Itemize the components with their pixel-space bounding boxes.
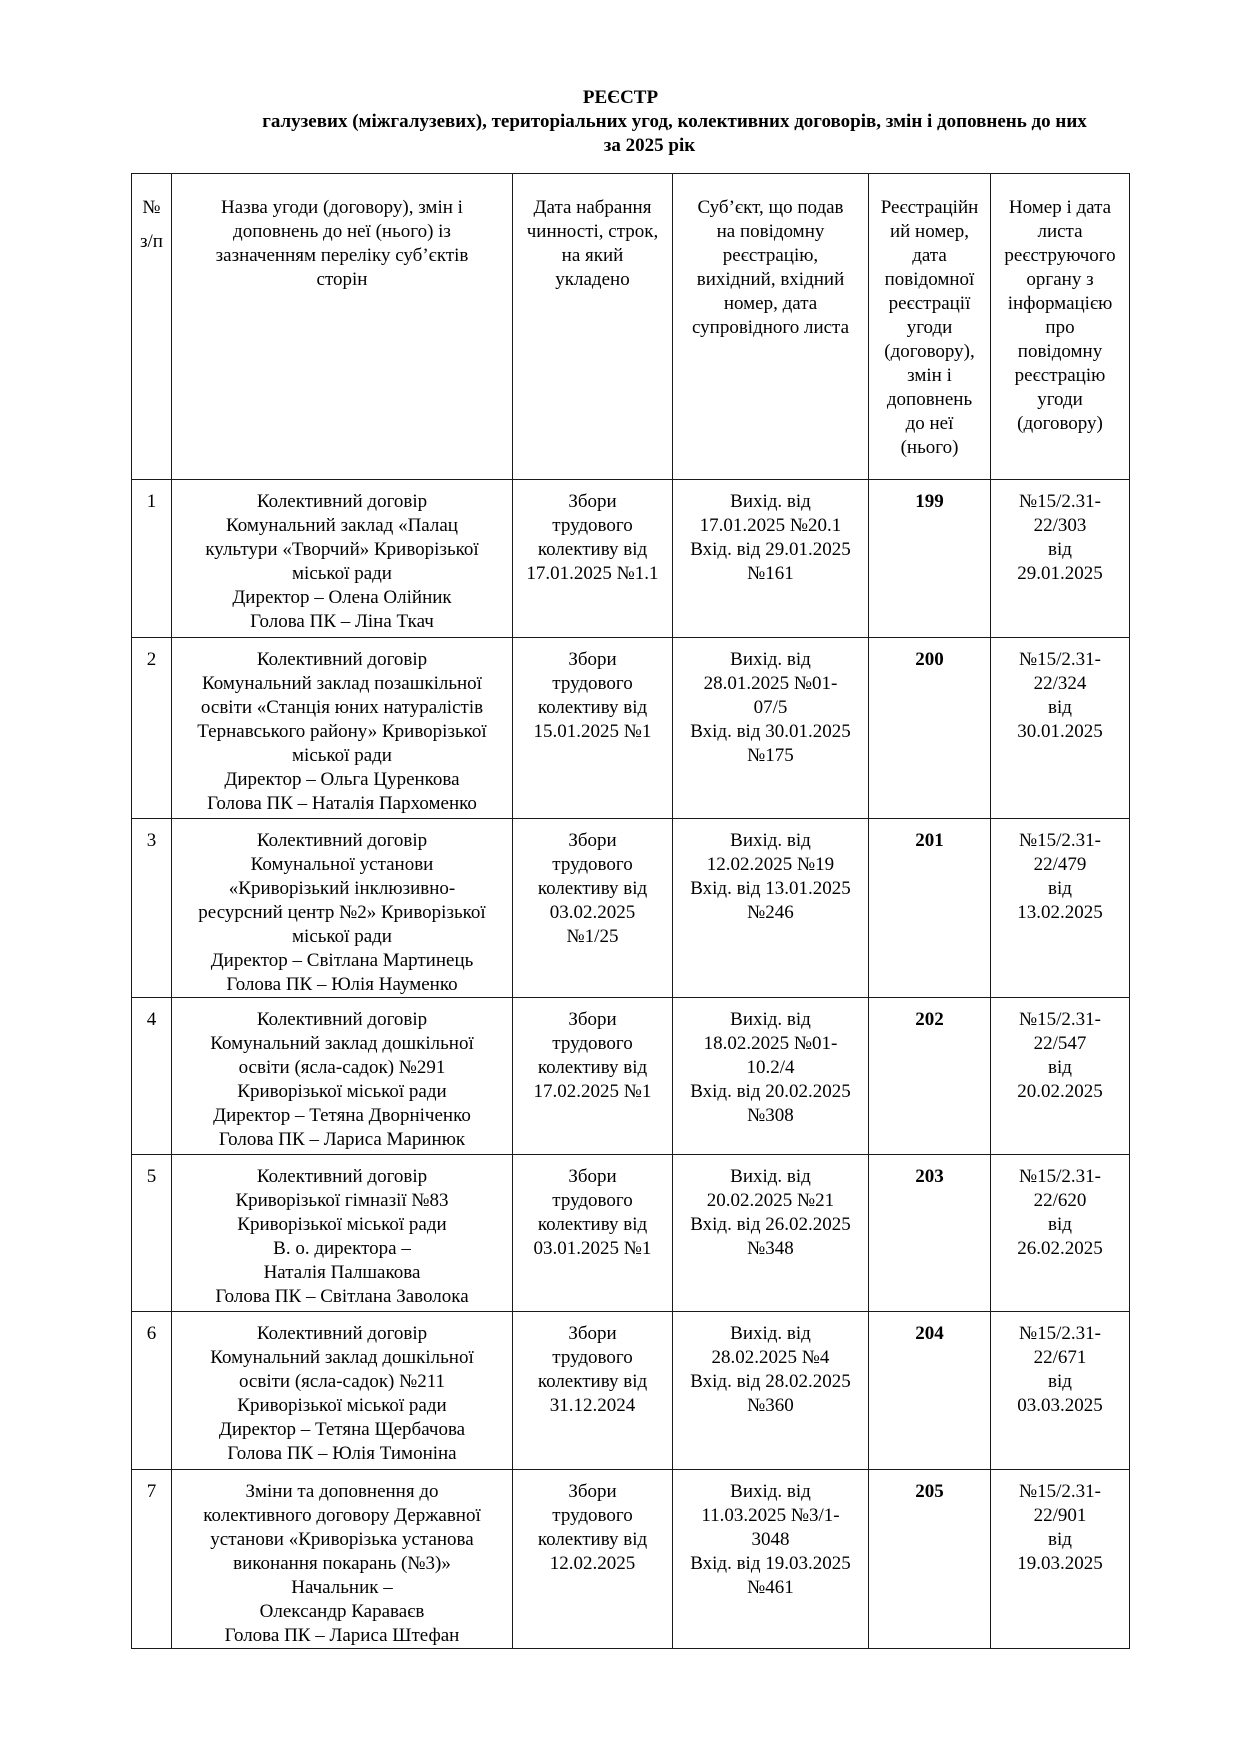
text-line: №175 xyxy=(747,745,794,766)
text-line: №15/2.31- xyxy=(1019,1009,1101,1030)
text-line: реєструючого xyxy=(1004,245,1116,266)
cell-agreement-name xyxy=(172,638,513,819)
header-reg-number xyxy=(869,174,991,480)
text-line: «Криворізький інклюзивно- xyxy=(228,878,456,899)
text-line: 20.02.2025 xyxy=(1017,1081,1103,1102)
text-line: зазначенням переліку суб’єктів xyxy=(215,245,469,266)
registry-table xyxy=(131,173,1130,1649)
text-line: 22/671 xyxy=(1033,1347,1087,1368)
text-line: колективу від xyxy=(537,878,648,899)
text-line: колективу від xyxy=(537,1214,648,1235)
text-line: Голова ПК – Лариса Маринюк xyxy=(218,1129,466,1150)
header-subject xyxy=(673,174,869,480)
registration-number: 200 xyxy=(915,649,944,670)
header-name xyxy=(172,174,513,480)
text-line: №15/2.31- xyxy=(1019,1166,1101,1187)
text-line: 22/901 xyxy=(1033,1505,1087,1526)
text-line: 22/620 xyxy=(1033,1190,1087,1211)
cell-submitter xyxy=(673,819,869,998)
text-line: 03.03.2025 xyxy=(1017,1395,1103,1416)
text-line: Вихід. від xyxy=(730,1009,811,1030)
text-line: 11.03.2025 №3/1- xyxy=(701,1505,840,1526)
text-line: Комунальний заклад дошкільної xyxy=(210,1347,474,1368)
text-line: №1/25 xyxy=(566,926,619,947)
text-line: Комунальний заклад «Палац xyxy=(226,515,458,536)
text-line: Директор – Тетяна Дворніченко xyxy=(213,1105,471,1126)
text-line: трудового xyxy=(552,1190,633,1211)
text-line: Криворізької міської ради xyxy=(237,1395,447,1416)
cell-registration-number xyxy=(869,998,991,1155)
text-line: Зміни та доповнення до xyxy=(245,1481,439,1502)
text-line: трудового xyxy=(552,1033,633,1054)
text-line: вихідний, вхідний xyxy=(696,269,845,290)
text-line: Номер і дата xyxy=(1008,197,1112,218)
cell-number: 4 xyxy=(132,998,172,1155)
text-line: до неї xyxy=(905,413,954,434)
table-body xyxy=(132,480,1130,1649)
text-line: №15/2.31- xyxy=(1019,1481,1101,1502)
text-line: трудового xyxy=(552,515,633,536)
text-line: дата xyxy=(912,245,947,266)
text-line: ресурсний центр №2» Криворізької xyxy=(198,902,486,923)
header-number: № з/п xyxy=(132,174,172,480)
text-line: Збори xyxy=(568,1481,617,1502)
text-line: 3048 xyxy=(751,1529,790,1550)
text-line: освіти (ясла-садок) №211 xyxy=(238,1371,446,1392)
text-line: Директор – Олена Олійник xyxy=(232,587,452,608)
text-line: 13.02.2025 xyxy=(1017,902,1103,923)
text-line: Вихід. від xyxy=(730,1166,811,1187)
text-line: Комунальний заклад дошкільної xyxy=(210,1033,474,1054)
cell-number: 1 xyxy=(132,480,172,638)
registration-number: 201 xyxy=(915,830,944,851)
text-line: трудового xyxy=(552,854,633,875)
cell-number: 3 xyxy=(132,819,172,998)
text-line: від xyxy=(1048,878,1072,899)
text-line: міської ради xyxy=(292,926,392,947)
cell-number: 2 xyxy=(132,638,172,819)
text-line: від xyxy=(1048,1371,1072,1392)
text-line: колективу від xyxy=(537,697,648,718)
text-line: №246 xyxy=(747,902,794,923)
registration-number: 204 xyxy=(915,1323,944,1344)
table-header-row xyxy=(132,174,1130,480)
text-line: Дата набрання xyxy=(533,197,652,218)
text-line: колективу від xyxy=(537,1371,648,1392)
text-line: про xyxy=(1045,317,1075,338)
text-line: Реєстраційн xyxy=(880,197,979,218)
text-line: Наталія Палшакова xyxy=(263,1262,421,1283)
text-line: Збори xyxy=(568,1009,617,1030)
text-line: органу з xyxy=(1026,269,1094,290)
text-line: доповнень xyxy=(886,389,973,410)
cell-agreement-name xyxy=(172,480,513,638)
text-line: 17.02.2025 №1 xyxy=(533,1081,652,1102)
text-line: колективу від xyxy=(537,1057,648,1078)
text-line: 22/324 xyxy=(1033,673,1087,694)
text-line: листа xyxy=(1037,221,1083,242)
text-line: реєстрацію, xyxy=(722,245,819,266)
text-line: (договору) xyxy=(1017,413,1103,434)
cell-registration-number xyxy=(869,480,991,638)
text-line: Вхід. від 19.03.2025 xyxy=(690,1553,851,1574)
text-line: Вихід. від xyxy=(730,1481,811,1502)
text-line: колективу від xyxy=(537,1529,648,1550)
text-line: Голова ПК – Ліна Ткач xyxy=(250,611,434,632)
cell-agreement-name xyxy=(172,1470,513,1649)
cell-effective-date xyxy=(513,1155,673,1312)
cell-number: 5 xyxy=(132,1155,172,1312)
text-line: 07/5 xyxy=(753,697,788,718)
text-line: Вхід. від 29.01.2025 xyxy=(690,539,851,560)
table-row xyxy=(132,998,1130,1155)
text-line: Голова ПК – Лариса Штефан xyxy=(224,1625,460,1646)
text-line: ий номер, xyxy=(889,221,970,242)
cell-registry-letter xyxy=(991,998,1130,1155)
document-subtitle: галузевих (міжгалузевих), територіальних угод, колективних договорів, змін і доповнень до них xyxy=(262,111,1087,132)
text-line: №308 xyxy=(747,1105,794,1126)
text-line: угоди xyxy=(906,317,953,338)
registration-number: 199 xyxy=(915,491,944,512)
text-line: виконання покарань (№3)» xyxy=(233,1553,451,1574)
text-line: колективного договору Державної xyxy=(203,1505,481,1526)
text-line: міської ради xyxy=(292,745,392,766)
text-line: установи «Криворізька установа xyxy=(210,1529,474,1550)
cell-submitter xyxy=(673,1155,869,1312)
text-line: сторін xyxy=(316,269,368,290)
text-line: 12.02.2025 xyxy=(549,1553,636,1574)
text-line: 17.01.2025 №20.1 xyxy=(699,515,842,536)
text-line: №15/2.31- xyxy=(1019,649,1101,670)
text-line: 22/547 xyxy=(1033,1033,1087,1054)
text-line: на повідомну xyxy=(716,221,825,242)
registration-number: 203 xyxy=(915,1166,944,1187)
text-line: Криворізької міської ради xyxy=(237,1214,447,1235)
text-line: Криворізької гімназії №83 xyxy=(235,1190,449,1211)
text-line: інформацією xyxy=(1007,293,1113,314)
text-line: 30.01.2025 xyxy=(1017,721,1103,742)
text-line: Колективний договір xyxy=(256,830,428,851)
text-line: 03.02.2025 xyxy=(549,902,636,923)
cell-effective-date xyxy=(513,1312,673,1470)
text-line: №461 xyxy=(747,1577,794,1598)
text-line: Колективний договір xyxy=(256,1166,428,1187)
cell-registration-number xyxy=(869,819,991,998)
text-line: В. о. директора – xyxy=(273,1238,411,1259)
table-row xyxy=(132,1312,1130,1470)
text-line: №348 xyxy=(747,1238,794,1259)
text-line: повідомну xyxy=(1017,341,1103,362)
text-line: культури «Творчий» Криворізької xyxy=(205,539,479,560)
text-line: №360 xyxy=(747,1395,794,1416)
cell-effective-date xyxy=(513,1470,673,1649)
text-line: Тернавського району» Криворізької xyxy=(197,721,487,742)
text-line: Колективний договір xyxy=(256,649,428,670)
text-line: від xyxy=(1048,1057,1072,1078)
text-line: Криворізької міської ради xyxy=(237,1081,447,1102)
text-line: (нього) xyxy=(900,437,959,458)
text-line: 22/479 xyxy=(1033,854,1087,875)
text-line: Голова ПК – Наталія Пархоменко xyxy=(207,793,477,814)
cell-submitter xyxy=(673,998,869,1155)
text-line: Вхід. від 28.02.2025 xyxy=(690,1371,851,1392)
text-line: від xyxy=(1048,697,1072,718)
text-line: Вихід. від xyxy=(730,1323,811,1344)
text-line: 26.02.2025 xyxy=(1017,1238,1103,1259)
text-line: реєстрації xyxy=(888,293,971,314)
cell-submitter xyxy=(673,1470,869,1649)
text-line: від xyxy=(1048,1529,1072,1550)
cell-agreement-name xyxy=(172,998,513,1155)
cell-registry-letter xyxy=(991,1312,1130,1470)
cell-agreement-name xyxy=(172,819,513,998)
text-line: Олександр Караваєв xyxy=(259,1601,425,1622)
text-line: Суб’єкт, що подав xyxy=(697,197,844,218)
text-line: Збори xyxy=(568,649,617,670)
text-line: трудового xyxy=(552,1347,633,1368)
text-line: трудового xyxy=(552,1505,633,1526)
text-line: (договору), xyxy=(884,341,975,362)
text-line: Вихід. від xyxy=(730,649,811,670)
document-year: за 2025 рік xyxy=(603,135,696,156)
text-line: трудового xyxy=(552,673,633,694)
text-line: 20.02.2025 №21 xyxy=(706,1190,835,1211)
table-row xyxy=(132,638,1130,819)
table-row xyxy=(132,1470,1130,1649)
text-line: Директор – Світлана Мартинець xyxy=(210,950,474,971)
cell-registration-number xyxy=(869,638,991,819)
text-line: Вхід. від 13.01.2025 xyxy=(690,878,851,899)
text-line: укладено xyxy=(555,269,630,290)
cell-effective-date xyxy=(513,480,673,638)
text-line: Вхід. від 26.02.2025 xyxy=(690,1214,851,1235)
cell-registration-number xyxy=(869,1470,991,1649)
text-line: номер, дата xyxy=(723,293,818,314)
text-line: 22/303 xyxy=(1033,515,1087,536)
table-row xyxy=(132,480,1130,638)
text-line: Директор – Ольга Цуренкова xyxy=(224,769,460,790)
cell-effective-date xyxy=(513,998,673,1155)
text-line: Вихід. від xyxy=(730,830,811,851)
text-line: Вхід. від 20.02.2025 xyxy=(690,1081,851,1102)
text-line: Збори xyxy=(568,1323,617,1344)
text-line: колективу від xyxy=(537,539,648,560)
text-line: реєстрацію xyxy=(1014,365,1106,386)
cell-registry-letter xyxy=(991,1155,1130,1312)
text-line: чинності, строк, xyxy=(526,221,659,242)
text-line: на який xyxy=(561,245,624,266)
text-line: Вихід. від xyxy=(730,491,811,512)
text-line: 17.01.2025 №1.1 xyxy=(526,563,659,584)
text-line: міської ради xyxy=(292,563,392,584)
text-line: 28.02.2025 №4 xyxy=(711,1347,830,1368)
cell-registration-number xyxy=(869,1312,991,1470)
header-letter xyxy=(991,174,1130,480)
cell-agreement-name xyxy=(172,1312,513,1470)
text-line: Комунальної установи xyxy=(250,854,434,875)
text-line: Збори xyxy=(568,830,617,851)
cell-registry-letter xyxy=(991,480,1130,638)
text-line: від xyxy=(1048,539,1072,560)
text-line: Колективний договір xyxy=(256,491,428,512)
text-line: Вхід. від 30.01.2025 xyxy=(690,721,851,742)
text-line: 18.02.2025 №01- xyxy=(703,1033,838,1054)
registration-number: 202 xyxy=(915,1009,944,1030)
text-line: Начальник – xyxy=(291,1577,393,1598)
text-line: 29.01.2025 xyxy=(1017,563,1103,584)
text-line: 12.02.2025 №19 xyxy=(706,854,835,875)
text-line: Комунальний заклад позашкільної xyxy=(202,673,482,694)
text-line: №161 xyxy=(747,563,794,584)
text-line: Голова ПК – Світлана Заволока xyxy=(215,1286,469,1307)
cell-submitter xyxy=(673,480,869,638)
text-line: Голова ПК – Юлія Науменко xyxy=(226,974,458,995)
text-line: Назва угоди (договору), змін і xyxy=(221,197,463,218)
cell-number: 7 xyxy=(132,1470,172,1649)
table-row xyxy=(132,1155,1130,1312)
text-line: 15.01.2025 №1 xyxy=(533,721,652,742)
text-line: доповнень до неї (нього) із xyxy=(233,221,451,242)
text-line: 19.03.2025 xyxy=(1017,1553,1103,1574)
cell-submitter xyxy=(673,638,869,819)
text-line: повідомної xyxy=(884,269,975,290)
text-line: Голова ПК – Юлія Тимоніна xyxy=(227,1443,457,1464)
document-title: РЕЄСТР xyxy=(582,87,659,108)
cell-submitter xyxy=(673,1312,869,1470)
text-line: 10.2/4 xyxy=(746,1057,795,1078)
text-line: Збори xyxy=(568,1166,617,1187)
cell-registry-letter xyxy=(991,1470,1130,1649)
text-line: Колективний договір xyxy=(256,1323,428,1344)
text-line: Директор – Тетяна Щербачова xyxy=(218,1419,466,1440)
header-date xyxy=(513,174,673,480)
text-line: освіти (ясла-садок) №291 xyxy=(238,1057,446,1078)
text-line: 28.01.2025 №01- xyxy=(703,673,838,694)
text-line: 03.01.2025 №1 xyxy=(533,1238,652,1259)
cell-registry-letter xyxy=(991,638,1130,819)
cell-effective-date xyxy=(513,819,673,998)
text-line: угоди xyxy=(1037,389,1083,410)
text-line: Колективний договір xyxy=(256,1009,428,1030)
text-line: 31.12.2024 xyxy=(549,1395,636,1416)
text-line: №15/2.31- xyxy=(1019,830,1101,851)
cell-effective-date xyxy=(513,638,673,819)
text-line: від xyxy=(1048,1214,1072,1235)
text-line: змін і xyxy=(907,365,952,386)
cell-number: 6 xyxy=(132,1312,172,1470)
registration-number: 205 xyxy=(915,1481,944,1502)
cell-registry-letter xyxy=(991,819,1130,998)
text-line: освіти «Станція юних натуралістів xyxy=(200,697,484,718)
text-line: №15/2.31- xyxy=(1019,1323,1101,1344)
text-line: супровідного листа xyxy=(691,317,850,338)
cell-agreement-name xyxy=(172,1155,513,1312)
cell-registration-number xyxy=(869,1155,991,1312)
table-row xyxy=(132,819,1130,998)
text-line: Збори xyxy=(568,491,617,512)
document-title-block xyxy=(0,86,1241,158)
text-line: №15/2.31- xyxy=(1019,491,1101,512)
